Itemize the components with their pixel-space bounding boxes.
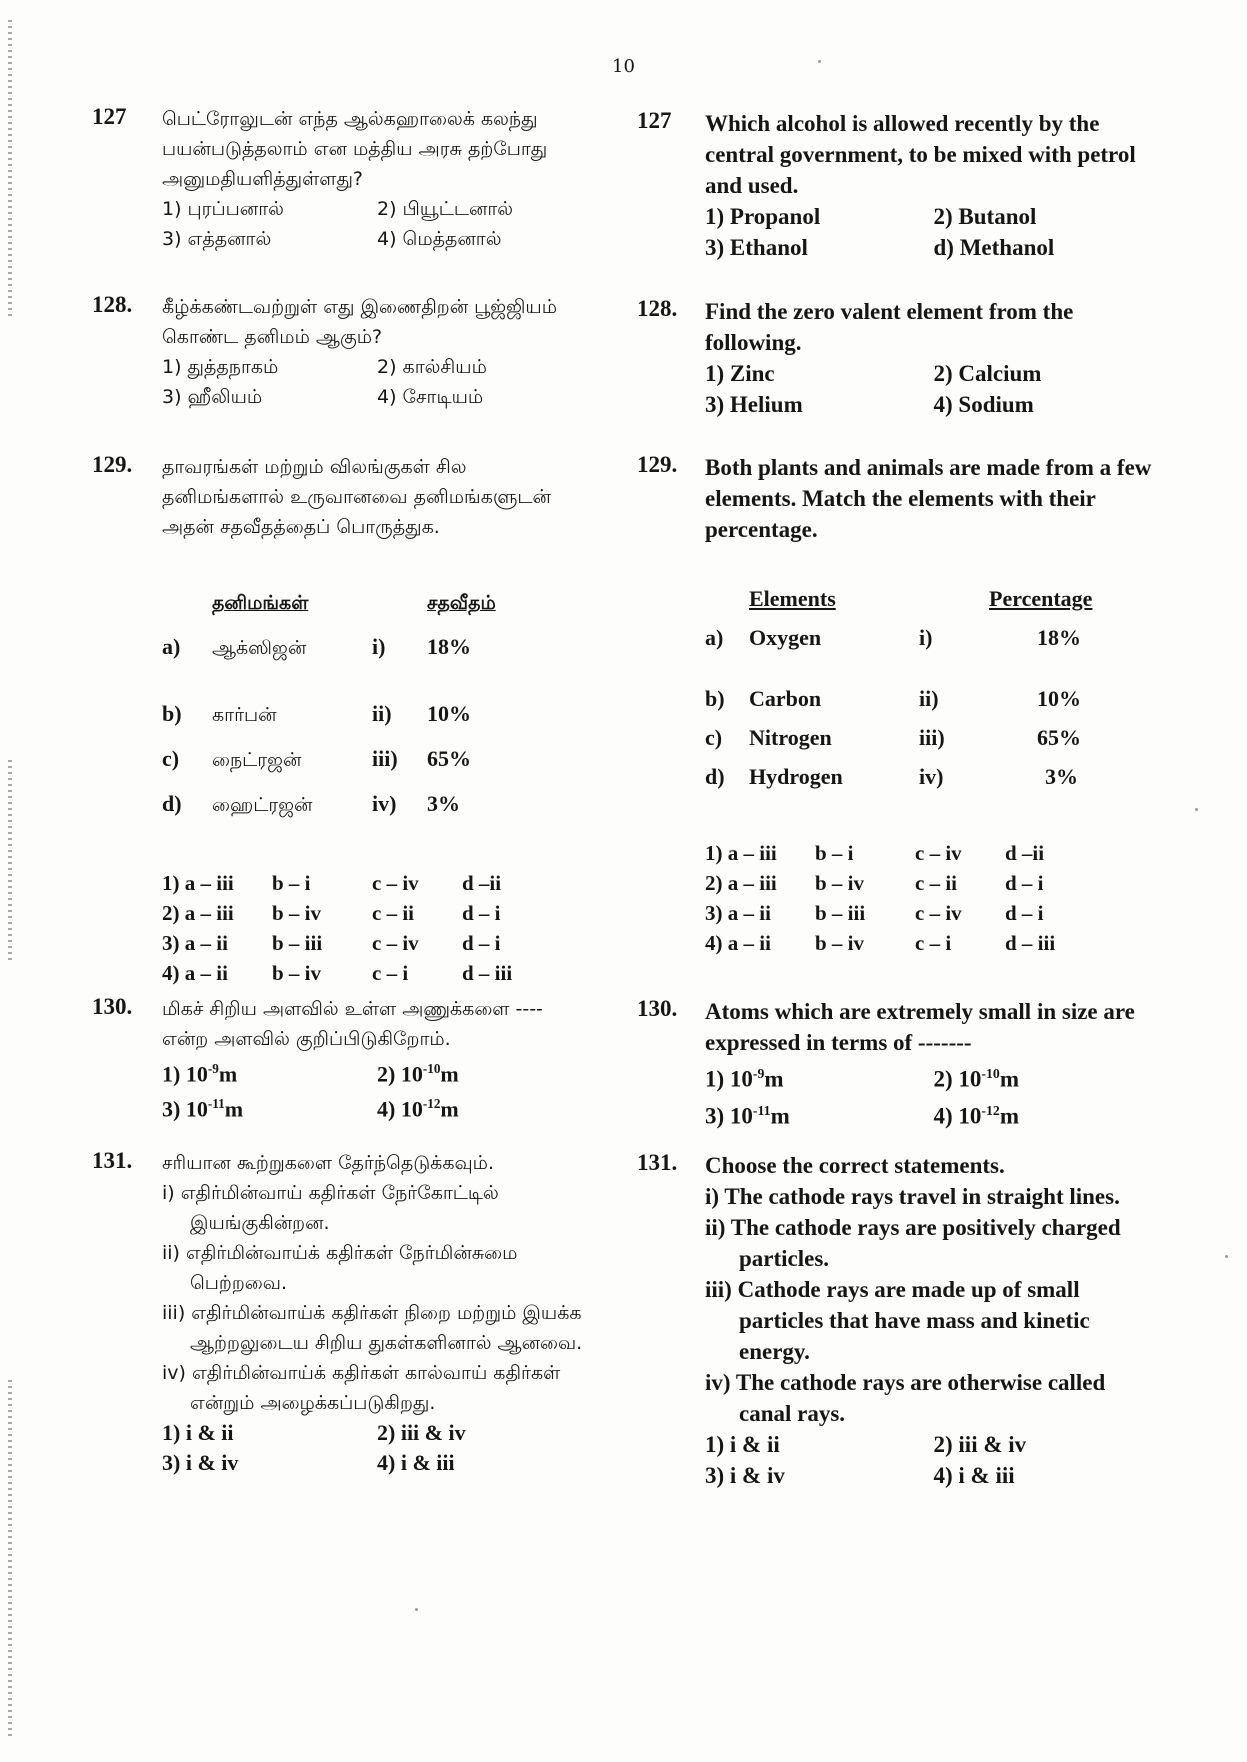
scan-edge-marks [8, 760, 12, 960]
question-text: மிகச் சிறிய அளவில் உள்ள அணுக்களை ---- என்ற அளவில் குறிப்பிடுகிறோம். [162, 998, 543, 1050]
question-number: 131. [92, 1148, 133, 1173]
answer-part: 4) a – ii [162, 961, 228, 985]
percent-value: 65% [1037, 725, 1081, 750]
answer-part: c – ii [372, 901, 414, 925]
answer-part: c – iv [372, 931, 419, 955]
question-text: Find the zero valent element from the following. [705, 299, 1074, 355]
percent-value: 18% [427, 634, 471, 659]
question-text: Choose the correct statements. [705, 1153, 1005, 1178]
answer-part: c – i [915, 931, 952, 955]
answer-part: d –ii [1005, 841, 1045, 865]
question-131-ta [92, 1148, 592, 1478]
answer-part: b – i [272, 871, 311, 895]
answer-part: b – iii [272, 931, 323, 955]
option: 2) Butanol [933, 204, 1037, 229]
row-roman: i) [372, 634, 386, 659]
answer-options [162, 868, 592, 988]
option: 1) புரப்பனால் [162, 198, 284, 220]
option: 1) Propanol [705, 204, 821, 229]
answer-part: d – i [462, 901, 501, 925]
answer-part: c – iv [915, 901, 962, 925]
question-131-en [637, 1150, 1162, 1491]
option: 1) துத்தநாகம் [162, 356, 279, 378]
question-130-ta [92, 994, 592, 1125]
option: 4) i & iii [933, 1463, 1015, 1488]
answer-part: 4) a – ii [705, 931, 771, 955]
row-roman: i) [919, 625, 933, 650]
percent-value: 10% [1037, 686, 1081, 711]
option: 2) $10^{-10}m$ [933, 1066, 1019, 1092]
answer-part: 3) a – ii [705, 901, 771, 925]
question-128-en [637, 296, 1162, 420]
scan-edge-marks [8, 1380, 12, 1740]
option: 3) Ethanol [705, 235, 808, 260]
answer-part: b – iv [815, 871, 865, 895]
answer-part: b – iv [272, 961, 322, 985]
answer-part: b – i [815, 841, 854, 865]
answer-part: d – i [1005, 871, 1044, 895]
option: 3) எத்தனால் [162, 228, 272, 250]
scan-speck [1195, 808, 1198, 811]
statement: iii) Cathode rays are made up of small particles that have mass and kinetic energy. [705, 1277, 1090, 1364]
question-number: 131. [637, 1150, 678, 1175]
question-number: 129. [92, 452, 133, 477]
option: 2) iii & iv [933, 1432, 1027, 1457]
answer-part: d – i [1005, 901, 1044, 925]
option: 1) $10^{-9}m$ [705, 1066, 784, 1092]
option: 4) சோடியம் [377, 386, 484, 408]
answer-part: c – ii [915, 871, 957, 895]
answer-part: c – iv [372, 871, 419, 895]
row-label: c) [162, 746, 180, 771]
row-roman: iv) [372, 791, 397, 816]
row-label: b) [162, 701, 182, 726]
percent-value: 65% [427, 746, 471, 771]
option: 1) Zinc [705, 361, 775, 386]
option: 1) i & ii [705, 1432, 780, 1457]
element-name: கார்பன் [212, 704, 277, 726]
statement: iv) The cathode rays are otherwise called canal rays. [705, 1370, 1106, 1426]
option: 3) $10^{-11}m$ [162, 1096, 244, 1122]
answer-part: d – iii [1005, 931, 1056, 955]
header-percentage: Percentage [989, 586, 1093, 611]
question-text: சரியான கூற்றுகளை தேர்ந்தெடுக்கவும். [162, 1152, 494, 1174]
header-elements: தனிமங்கள் [212, 592, 309, 614]
option: 4) $10^{-12}m$ [377, 1096, 459, 1122]
question-number: 130. [92, 994, 133, 1019]
percent-value: 10% [427, 701, 471, 726]
question-number: 128. [637, 296, 678, 321]
scan-speck [415, 1608, 418, 1611]
option: 1) i & ii [162, 1420, 234, 1445]
question-129-en [637, 452, 1162, 958]
option: 2) $10^{-10}m$ [377, 1061, 459, 1087]
answer-part: 1) a – iii [162, 871, 234, 895]
option: 4) மெத்தனால் [377, 228, 502, 250]
row-roman: iii) [919, 725, 945, 750]
header-percentage: சதவீதம் [427, 592, 496, 614]
option: 3) i & iv [705, 1463, 785, 1488]
match-table [162, 588, 592, 820]
question-127-en [637, 108, 1162, 263]
header-elements: Elements [749, 586, 836, 611]
question-number: 128. [92, 292, 133, 317]
answer-part: 2) a – iii [162, 901, 234, 925]
option: 3) Helium [705, 392, 803, 417]
option: 2) Calcium [933, 361, 1042, 386]
scan-edge-marks [8, 20, 12, 320]
row-label: d) [162, 791, 182, 816]
answer-part: d – iii [462, 961, 513, 985]
question-127-ta [92, 104, 592, 254]
answer-part: b – iv [272, 901, 322, 925]
answer-part: 1) a – iii [705, 841, 777, 865]
question-128-ta [92, 292, 592, 412]
row-roman: ii) [919, 686, 939, 711]
option: 4) $10^{-12}m$ [933, 1102, 1019, 1129]
question-number: 129. [637, 452, 678, 477]
question-text: Atoms which are extremely small in size are expressed in terms of ------- [705, 999, 1135, 1055]
answer-part: c – i [372, 961, 409, 985]
question-text: Which alcohol is allowed recently by the central government, to be mixed with petrol and used. [705, 111, 1136, 198]
answer-part: 3) a – ii [162, 931, 228, 955]
element-name: Oxygen [749, 625, 822, 650]
question-number: 127 [92, 104, 127, 129]
option: 2) கால்சியம் [377, 356, 487, 378]
answer-options [705, 838, 1162, 958]
element-name: Carbon [749, 686, 822, 711]
scan-speck [1225, 1255, 1228, 1258]
row-label: a) [705, 625, 724, 650]
match-table [705, 583, 1162, 792]
question-number: 127 [637, 108, 672, 133]
percent-value: 3% [427, 791, 460, 816]
statement: ii) The cathode rays are positively charged particles. [705, 1215, 1121, 1271]
question-number: 130. [637, 996, 678, 1021]
option: 4) i & iii [377, 1450, 455, 1475]
row-label: c) [705, 725, 723, 750]
option: d) Methanol [933, 235, 1055, 260]
element-name: Nitrogen [749, 725, 832, 750]
question-130-en [637, 996, 1162, 1131]
element-name: ஹைட்ரஜன் [212, 794, 313, 816]
row-label: b) [705, 686, 725, 711]
answer-part: b – iv [815, 931, 865, 955]
option: 2) பியூட்டனால் [377, 198, 514, 220]
row-roman: iv) [919, 764, 944, 789]
element-name: ஆக்ஸிஜன் [212, 637, 307, 659]
statement: i) The cathode rays travel in straight lines. [705, 1184, 1120, 1209]
page-number: 10 [612, 56, 635, 77]
row-roman: ii) [372, 701, 392, 726]
option: 1) $10^{-9}m$ [162, 1061, 238, 1087]
option: 2) iii & iv [377, 1420, 466, 1445]
statement: iv) எதிர்மின்வாய்க் கதிர்கள் கால்வாய் கதிர்கள் என்றும் அழைக்கப்படுகிறது. [162, 1362, 561, 1414]
answer-part: d –ii [462, 871, 502, 895]
element-name: நைட்ரஜன் [212, 749, 302, 771]
option: 4) Sodium [933, 392, 1034, 417]
question-text: பெட்ரோலுடன் எந்த ஆல்கஹாலைக் கலந்து பயன்படுத்தலாம் என மத்திய அரசு தற்போது அனுமதியளித்துள்ளது? [162, 108, 548, 190]
option: 3) i & iv [162, 1450, 239, 1475]
answer-part: d – i [462, 931, 501, 955]
statement: i) எதிர்மின்வாய் கதிர்கள் நேர்கோட்டில் இயங்குகின்றன. [162, 1182, 499, 1234]
answer-part: c – iv [915, 841, 962, 865]
question-129-ta [92, 452, 592, 988]
statement: ii) எதிர்மின்வாய்க் கதிர்கள் நேர்மின்சுமை பெற்றவை. [162, 1242, 518, 1294]
percent-value: 18% [1037, 625, 1081, 650]
answer-part: 2) a – iii [705, 871, 777, 895]
row-label: a) [162, 634, 181, 659]
question-text: கீழ்க்கண்டவற்றுள் எது இணைதிறன் பூஜ்ஜியம் கொண்ட தனிமம் ஆகும்? [162, 296, 557, 348]
statement: iii) எதிர்மின்வாய்க் கதிர்கள் நிறை மற்றும் இயக்க ஆற்றலுடைய சிறிய துகள்களினால் ஆனவை. [162, 1302, 583, 1354]
answer-part: b – iii [815, 901, 866, 925]
row-roman: iii) [372, 746, 398, 771]
element-name: Hydrogen [749, 764, 843, 789]
scan-speck [818, 60, 821, 63]
question-text: தாவரங்கள் மற்றும் விலங்குகள் சில தனிமங்களால் உருவானவை தனிமங்களுடன் அதன் சதவீதத்தைப் பொருத்துக. [162, 456, 551, 538]
row-label: d) [705, 764, 725, 789]
option: 3) ஹீலியம் [162, 386, 263, 408]
percent-value: 3% [1045, 764, 1078, 789]
question-text: Both plants and animals are made from a few elements. Match the elements with their percentage. [705, 455, 1152, 542]
option: 3) $10^{-11}m$ [705, 1102, 790, 1129]
